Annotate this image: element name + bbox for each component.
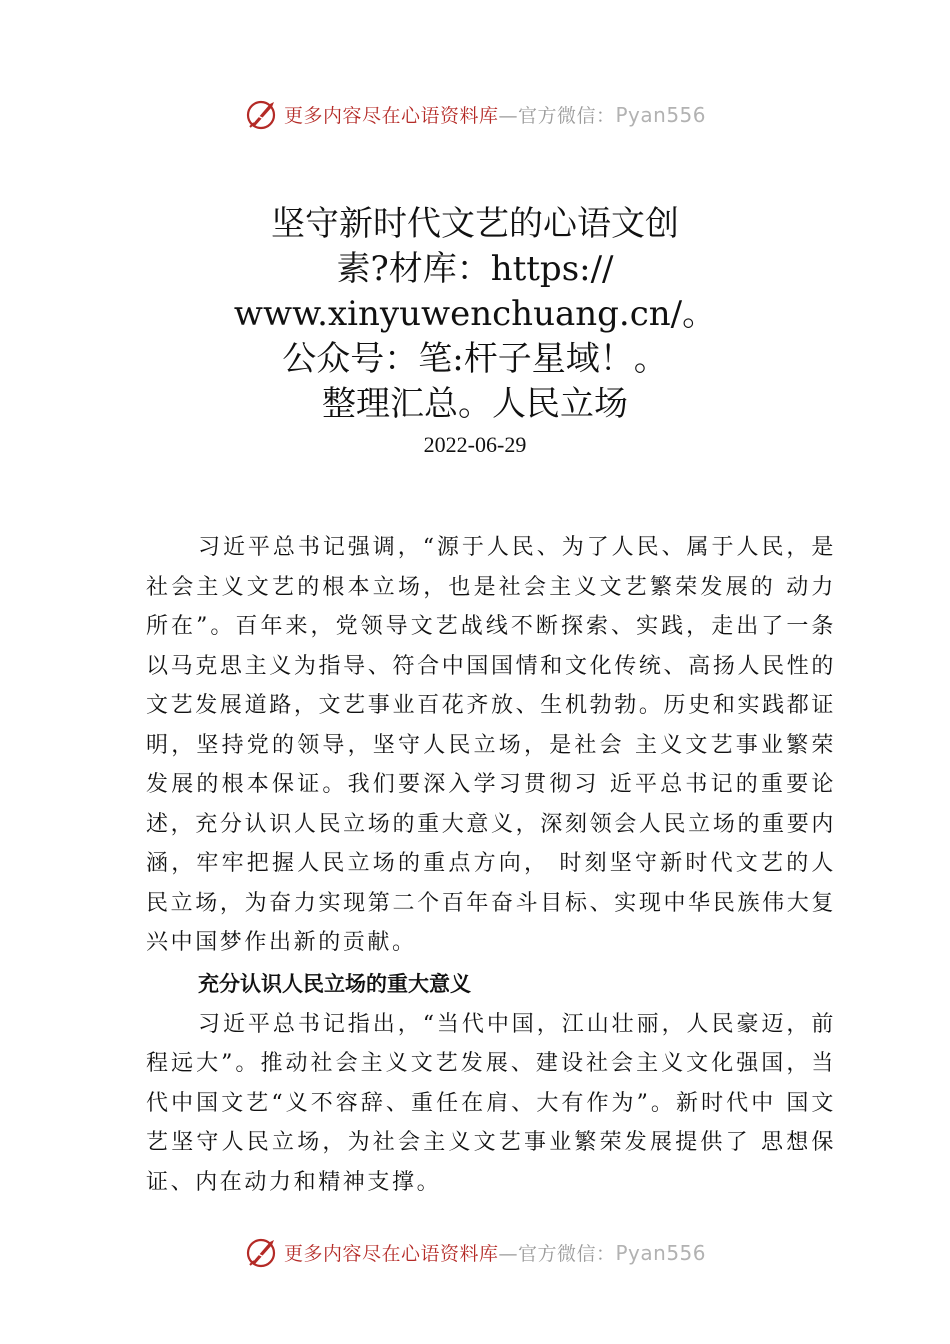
banner-text [284, 1239, 706, 1266]
banner-wechat-label: 官方微信： [517, 104, 616, 127]
title-line-2: 素?材库：https:// [336, 249, 614, 289]
quill-pen-logo-icon [244, 96, 280, 132]
banner-text [284, 101, 706, 128]
title-line-5: 整理汇总。人民立场 [322, 384, 628, 424]
title-line-1: 坚守新时代文艺的心语文创 [271, 204, 679, 244]
banner-separator: — [498, 1242, 518, 1265]
banner-main-text: 更多内容尽在心语资料库 [283, 104, 499, 127]
title-line-3: www.xinyuwenchuang.cn/。 [233, 294, 717, 334]
footer-banner [0, 1232, 950, 1272]
quill-pen-logo-icon [244, 1234, 280, 1270]
paragraph-1: 习近平总书记强调，“源于人民、为了人民、属于人民，是社会主义文艺的根本立场，也是社会主义文艺繁荣发展的 动力所在”。百年来，党领导文艺战线不断探索、实践，走出了一条以马克思主义为指导、符合中国国情和文化传统、高扬人民性的文艺发展道路，文艺事业百花齐放、生机勃勃。历史和实践都证明，坚持党的领导，坚守人民立场，是社会 主义文艺事业繁荣发展的根本保证。我们要深入学习贯彻习 近平总书记的重要论述，充分认识人民立场的重大意义，深刻领会人民立场的重要内涵，牢牢把握人民立场的重点方向， 时刻坚守新时代文艺的人民立场，为奋力实现第二个百年奋斗目标、实现中华民族伟大复兴中国梦作出新的贡献。 [146, 535, 836, 955]
document-date: 2022-06-29 [423, 432, 527, 457]
section-heading-1: 充分认识人民立场的重大意义 [198, 971, 471, 996]
document-title [200, 202, 750, 427]
paragraph-2: 习近平总书记指出，“当代中国，江山壮丽，人民豪迈，前程远大”。推动社会主义文艺发展、建设社会主义文化强国，当代中国文艺“义不容辞、重任在肩、大有作为”。新时代中 国文艺坚守人民立场，为社会主义文艺事业繁荣发展提供了 思想保证、内在动力和精神支撑。 [146, 1011, 836, 1195]
title-line-4: 公众号：笔:杆子星域！。 [282, 339, 668, 379]
banner-separator: — [498, 104, 518, 127]
document-body [146, 528, 836, 1202]
banner-wechat-label: 官方微信： [517, 1242, 616, 1265]
banner-wechat-id: Pyan556 [615, 102, 707, 127]
header-banner [0, 94, 950, 134]
banner-wechat-id: Pyan556 [615, 1240, 707, 1265]
banner-main-text: 更多内容尽在心语资料库 [283, 1242, 499, 1265]
